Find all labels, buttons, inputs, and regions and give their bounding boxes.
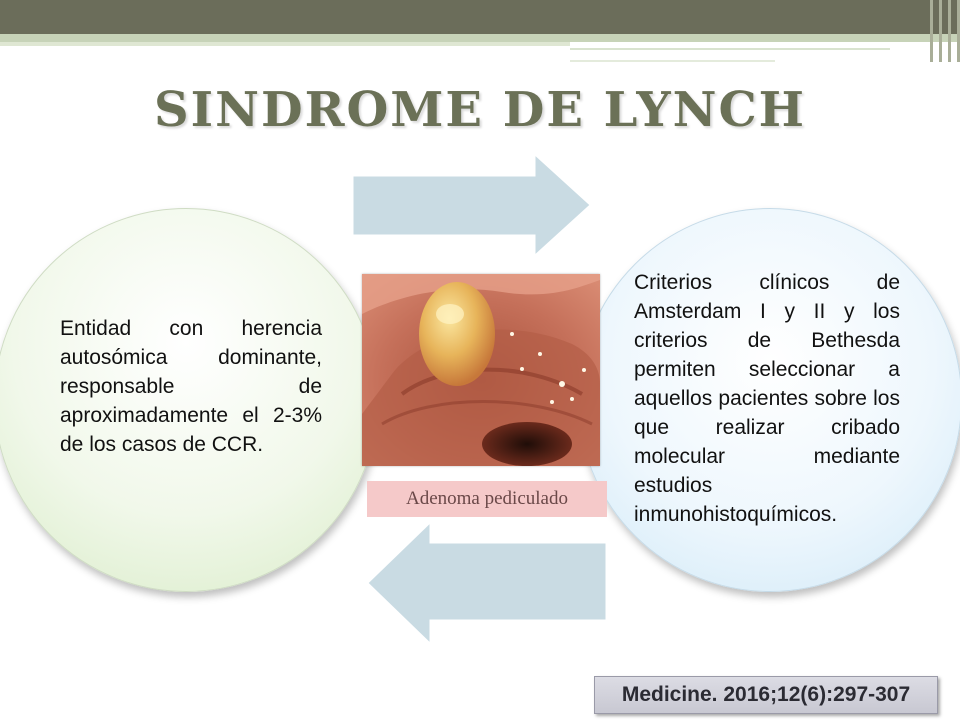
header-vertical-bars: [930, 0, 960, 62]
header-accent-stripe: [0, 34, 960, 42]
citation-box: Medicine. 2016;12(6):297-307: [594, 676, 938, 714]
header-thin-line-secondary: [570, 60, 775, 62]
header-band: [0, 0, 960, 34]
header-accent-stripe-secondary: [0, 42, 570, 46]
image-caption: Adenoma pediculado: [367, 481, 607, 517]
slide-title: SINDROME DE LYNCH: [153, 82, 807, 138]
left-arrow-icon: [366, 520, 611, 646]
header-thin-line: [570, 48, 890, 50]
endoscopy-image: [362, 274, 600, 466]
right-arrow-icon: [350, 152, 595, 258]
left-circle-text: Entidad con herencia autosómica dominante, responsable de aproximadamente el 2-3% de los casos de CCR.: [60, 317, 322, 456]
right-circle-text: Criterios clínicos de Amsterdam I y II y los criterios de Bethesda permiten seleccionar a aquellos pacientes sobre los que realizar cribado molecular mediante estudios inmunohistoquímicos.: [634, 271, 900, 526]
